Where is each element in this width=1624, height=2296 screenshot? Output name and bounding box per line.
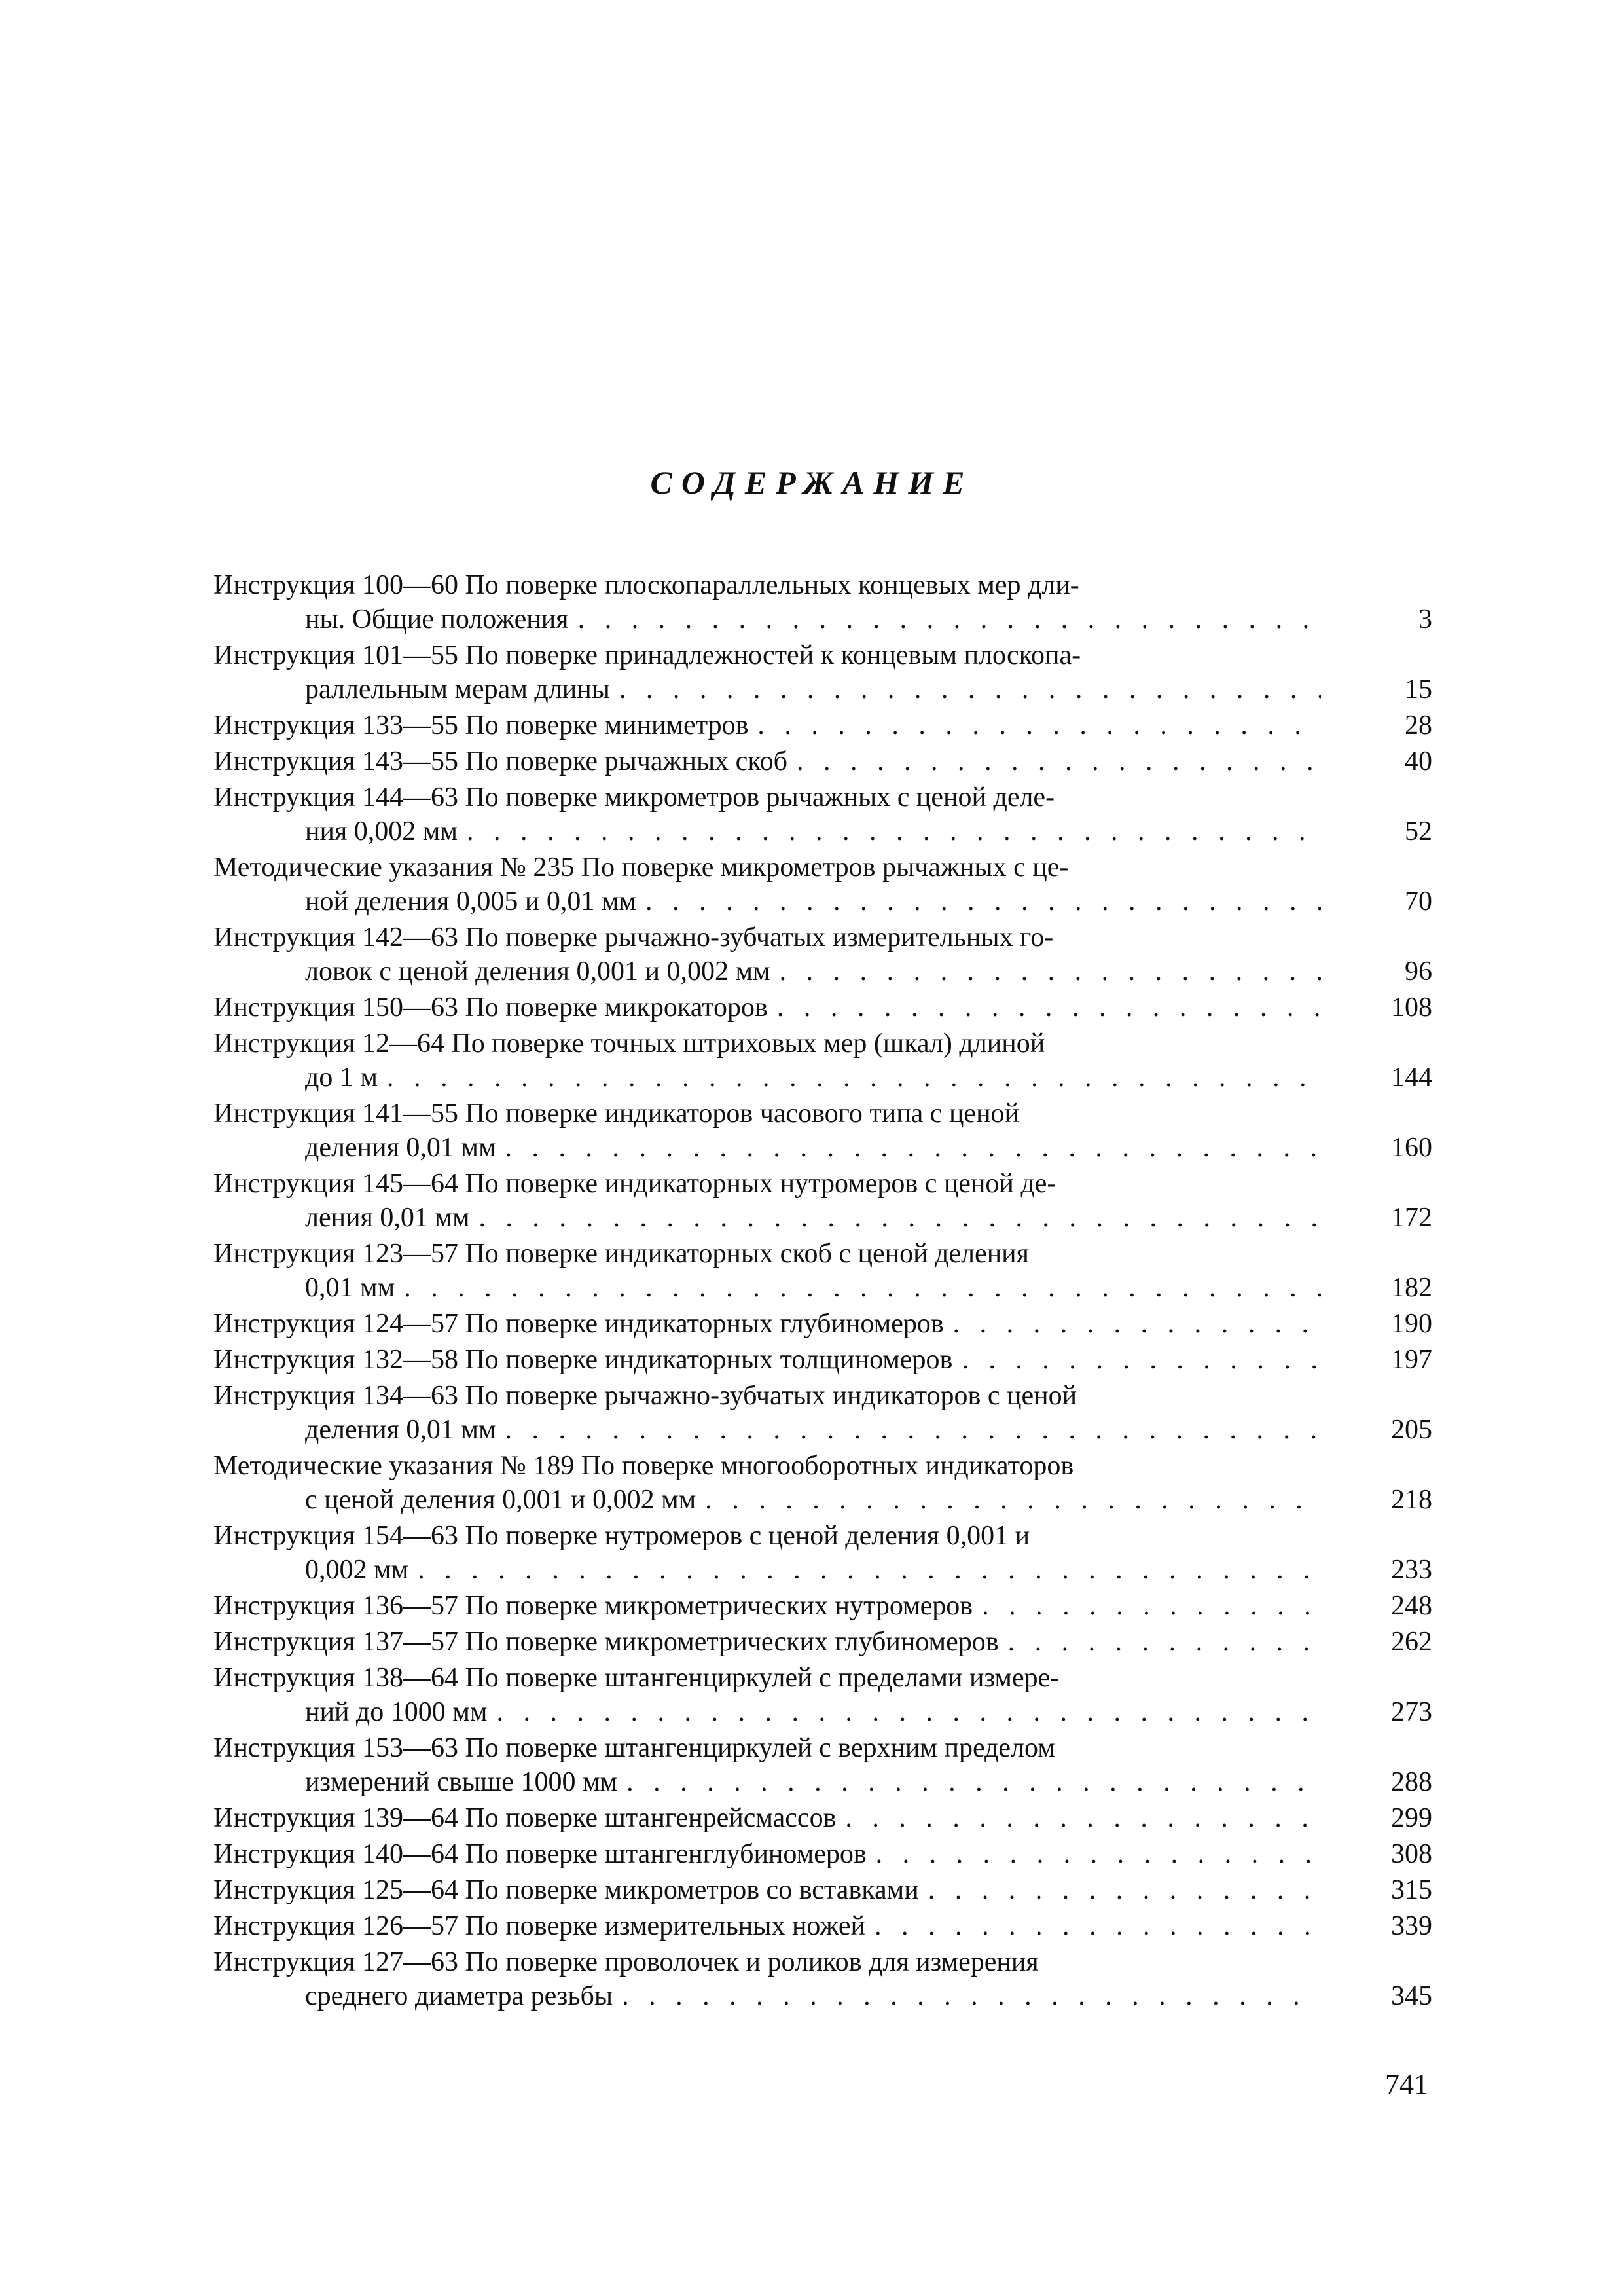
dot-leader xyxy=(617,1765,1321,1799)
toc-entry-title: Инструкция 143—55 По поверке рычажных скоб xyxy=(213,746,787,776)
dot-leader xyxy=(696,1483,1321,1517)
toc-entry-text xyxy=(213,780,1373,848)
dot-leader xyxy=(973,1589,1321,1623)
toc-entry-text xyxy=(213,1343,1373,1377)
toc-entry-text xyxy=(213,1731,1373,1799)
toc-entry-title: Инструкция 132—58 По поверке индикаторных толщиномеров xyxy=(213,1345,953,1375)
dot-leader xyxy=(458,814,1321,848)
toc-entry-continuation xyxy=(213,814,1321,848)
toc-entry-title: Инструкция 150—63 По поверке микрокаторов xyxy=(213,993,768,1023)
dot-leader xyxy=(770,955,1321,989)
toc-entry-title-cont: ния 0,002 мм xyxy=(305,816,458,847)
toc-entry-text xyxy=(213,744,1373,778)
toc-entry-title-cont: с ценой деления 0,001 и 0,002 мм xyxy=(305,1485,696,1515)
toc-entry-continuation xyxy=(213,955,1321,989)
toc-entry-page: 218 xyxy=(1391,1485,1432,1515)
toc-entry-title: Инструкция 134—63 По поверке рычажно-зубчатых индикаторов с ценой xyxy=(213,1381,1077,1411)
toc-entry xyxy=(213,1343,1432,1377)
toc-entry-title: Инструкция 101—55 По поверке принадлежностей к концевым плоскопа- xyxy=(213,640,1081,670)
dot-leader xyxy=(944,1307,1321,1341)
toc-entry xyxy=(213,1237,1432,1305)
toc-entry-page: 273 xyxy=(1391,1697,1432,1727)
toc-entry-page: 248 xyxy=(1391,1591,1432,1621)
dot-leader xyxy=(919,1873,1321,1907)
toc-entry-title: Инструкция 136—57 По поверке микрометрических нутромеров xyxy=(213,1591,973,1621)
toc-entry-page: 160 xyxy=(1391,1133,1432,1163)
toc-entry-text xyxy=(213,1909,1373,1943)
toc-entry-page: 70 xyxy=(1405,886,1432,917)
dot-leader xyxy=(787,744,1321,778)
toc-entry-continuation xyxy=(213,672,1321,706)
dot-leader xyxy=(836,1801,1321,1835)
toc-entry xyxy=(213,1945,1432,2013)
toc-entry xyxy=(213,1027,1432,1095)
toc-entry xyxy=(213,1449,1432,1517)
toc-entry-page: 308 xyxy=(1391,1839,1432,1869)
toc-entry xyxy=(213,920,1432,989)
toc-entry-page: 233 xyxy=(1391,1555,1432,1585)
toc-entry-page: 52 xyxy=(1405,816,1432,847)
toc-entry-title: Инструкция 142—63 По поверке рычажно-зубчатых измерительных го- xyxy=(213,922,1054,953)
toc-entry xyxy=(213,1801,1432,1835)
dot-leader xyxy=(569,602,1321,636)
toc-entry-continuation xyxy=(213,1413,1321,1447)
toc-entry-page: 262 xyxy=(1391,1627,1432,1657)
dot-leader xyxy=(748,708,1321,742)
toc-entry-continuation xyxy=(213,602,1321,636)
toc-entry-text xyxy=(213,638,1373,706)
dot-leader xyxy=(999,1625,1321,1659)
toc-entry xyxy=(213,1589,1432,1623)
toc-entry-text xyxy=(213,1837,1373,1871)
toc-entry-title: Инструкция 139—64 По поверке штангенрейсмассов xyxy=(213,1803,837,1833)
toc-entry-continuation xyxy=(213,1061,1321,1095)
toc-entry-text xyxy=(213,1449,1373,1517)
dot-leader xyxy=(952,1343,1321,1377)
toc-entry-text xyxy=(213,1027,1373,1095)
toc-entry-page: 144 xyxy=(1391,1063,1432,1093)
dot-leader xyxy=(636,884,1321,919)
toc-entry xyxy=(213,1519,1432,1587)
toc-entry xyxy=(213,1307,1432,1341)
dot-leader xyxy=(613,1979,1321,2013)
toc-entry-text xyxy=(213,1097,1373,1165)
toc-entry-title: Инструкция 133—55 По поверке миниметров xyxy=(213,710,749,740)
dot-leader xyxy=(610,672,1321,706)
toc-entry-page: 108 xyxy=(1391,993,1432,1023)
toc-entry xyxy=(213,1909,1432,1943)
toc-entry xyxy=(213,744,1432,778)
toc-entry xyxy=(213,991,1432,1025)
toc-entry-text xyxy=(213,1801,1373,1835)
toc-entry-title-cont: деления 0,01 мм xyxy=(305,1415,496,1445)
toc-entry-title-cont: раллельным мерам длины xyxy=(305,674,610,704)
dot-leader xyxy=(378,1061,1321,1095)
dot-leader xyxy=(395,1271,1321,1305)
toc-entry-title: Инструкция 140—64 По поверке штангенглубиномеров xyxy=(213,1839,867,1869)
toc-entry xyxy=(213,638,1432,706)
toc-entry-continuation xyxy=(213,1765,1321,1799)
toc-entry-page: 339 xyxy=(1391,1911,1432,1941)
toc-entry-title-cont: до 1 м xyxy=(305,1063,378,1093)
toc-entry-continuation xyxy=(213,1553,1321,1587)
toc-entry-text xyxy=(213,1307,1373,1341)
toc-entry-title: Инструкция 153—63 По поверке штангенциркулей с верхним пределом xyxy=(213,1733,1055,1763)
toc-entry xyxy=(213,1097,1432,1165)
toc-entry-text xyxy=(213,1873,1373,1907)
toc-entry-title-cont: ны. Общие положения xyxy=(305,604,569,634)
toc-entry-text xyxy=(213,1945,1373,2013)
dot-leader xyxy=(487,1695,1321,1729)
toc-entry-text xyxy=(213,1589,1373,1623)
dot-leader xyxy=(768,991,1321,1025)
toc-entry-title: Инструкция 141—55 По поверке индикаторов часового типа с ценой xyxy=(213,1099,1020,1129)
toc-entry-page: 40 xyxy=(1405,746,1432,776)
dot-leader xyxy=(865,1909,1321,1943)
toc-entry-page: 96 xyxy=(1405,957,1432,987)
toc-entry-text xyxy=(213,1661,1373,1729)
toc-entry-page: 288 xyxy=(1391,1767,1432,1797)
toc-entry-text xyxy=(213,850,1373,919)
toc-entry-text xyxy=(213,1237,1373,1305)
table-of-contents xyxy=(213,568,1432,2015)
toc-entry-continuation xyxy=(213,1695,1321,1729)
toc-entry-title: Инструкция 145—64 По поверке индикаторных нутромеров с ценой де- xyxy=(213,1169,1056,1199)
page-title: СОДЕРЖАНИЕ xyxy=(650,464,974,501)
toc-entry-title: Инструкция 123—57 По поверке индикаторных скоб с ценой деления xyxy=(213,1239,1029,1269)
toc-entry-title-cont: измерений свыше 1000 мм xyxy=(305,1767,618,1797)
toc-entry-text xyxy=(213,991,1373,1025)
toc-entry-title: Методические указания № 235 По поверке микрометров рычажных с це- xyxy=(213,852,1069,883)
dot-leader xyxy=(470,1201,1321,1235)
toc-entry xyxy=(213,780,1432,848)
toc-entry-title-cont: ления 0,01 мм xyxy=(305,1203,470,1233)
toc-entry-continuation xyxy=(213,1483,1321,1517)
toc-entry-page: 172 xyxy=(1391,1203,1432,1233)
toc-entry-continuation xyxy=(213,1979,1321,2013)
toc-entry xyxy=(213,1661,1432,1729)
page-number: 741 xyxy=(1385,2068,1428,2100)
toc-entry-title-cont: ной деления 0,005 и 0,01 мм xyxy=(305,886,636,917)
toc-entry xyxy=(213,568,1432,636)
toc-entry-text xyxy=(213,568,1373,636)
toc-entry-continuation xyxy=(213,1131,1321,1165)
toc-entry-title: Инструкция 126—57 По поверке измерительных ножей xyxy=(213,1911,865,1941)
toc-entry-page: 315 xyxy=(1391,1875,1432,1905)
toc-entry-title-cont: ний до 1000 мм xyxy=(305,1697,488,1727)
toc-entry-text xyxy=(213,1625,1373,1659)
toc-entry-page: 197 xyxy=(1391,1345,1432,1375)
toc-entry-page: 15 xyxy=(1405,674,1432,704)
toc-entry-page: 3 xyxy=(1418,604,1432,634)
toc-entry-continuation xyxy=(213,1201,1321,1235)
toc-entry-title: Методические указания № 189 По поверке многооборотных индикаторов xyxy=(213,1451,1074,1481)
toc-entry-continuation xyxy=(213,884,1321,919)
toc-entry-title: Инструкция 12—64 По поверке точных штриховых мер (шкал) длиной xyxy=(213,1029,1045,1059)
toc-entry-title: Инструкция 154—63 По поверке нутромеров с ценой деления 0,001 и xyxy=(213,1521,1030,1551)
toc-entry xyxy=(213,1625,1432,1659)
toc-entry-page: 182 xyxy=(1391,1273,1432,1303)
toc-entry-text xyxy=(213,708,1373,742)
toc-entry-text xyxy=(213,1167,1373,1235)
toc-entry xyxy=(213,1167,1432,1235)
toc-entry xyxy=(213,850,1432,919)
dot-leader xyxy=(408,1553,1321,1587)
toc-entry-title: Инструкция 125—64 По поверке микрометров со вставками xyxy=(213,1875,919,1905)
dot-leader xyxy=(496,1413,1321,1447)
toc-entry xyxy=(213,1379,1432,1447)
dot-leader xyxy=(867,1837,1321,1871)
toc-entry-page: 299 xyxy=(1391,1803,1432,1833)
toc-entry-page: 190 xyxy=(1391,1309,1432,1339)
toc-entry-title-cont: 0,002 мм xyxy=(305,1555,409,1585)
dot-leader xyxy=(496,1131,1321,1165)
toc-entry-page: 205 xyxy=(1391,1415,1432,1445)
toc-entry-title: Инструкция 100—60 По поверке плоскопараллельных концевых мер дли- xyxy=(213,570,1079,600)
toc-entry xyxy=(213,1731,1432,1799)
toc-entry-title: Инструкция 137—57 По поверке микрометрических глубиномеров xyxy=(213,1627,999,1657)
toc-entry xyxy=(213,708,1432,742)
toc-entry-title-cont: деления 0,01 мм xyxy=(305,1133,496,1163)
toc-entry-title: Инструкция 144—63 По поверке микрометров рычажных с ценой деле- xyxy=(213,782,1055,812)
toc-entry-page: 345 xyxy=(1391,1981,1432,2011)
toc-entry-text xyxy=(213,1519,1373,1587)
toc-entry-text xyxy=(213,920,1373,989)
toc-entry-title: Инструкция 124—57 По поверке индикаторных глубиномеров xyxy=(213,1309,944,1339)
toc-entry-text xyxy=(213,1379,1373,1447)
toc-entry xyxy=(213,1873,1432,1907)
toc-entry-title: Инструкция 127—63 По поверке проволочек и роликов для измерения xyxy=(213,1947,1039,1977)
toc-entry-title-cont: ловок с ценой деления 0,001 и 0,002 мм xyxy=(305,957,770,987)
toc-entry-continuation xyxy=(213,1271,1321,1305)
toc-entry xyxy=(213,1837,1432,1871)
toc-entry-title-cont: среднего диаметра резьбы xyxy=(305,1981,613,2011)
toc-entry-title: Инструкция 138—64 По поверке штангенциркулей с пределами измере- xyxy=(213,1663,1060,1693)
toc-entry-title-cont: 0,01 мм xyxy=(305,1273,395,1303)
toc-entry-page: 28 xyxy=(1405,710,1432,740)
